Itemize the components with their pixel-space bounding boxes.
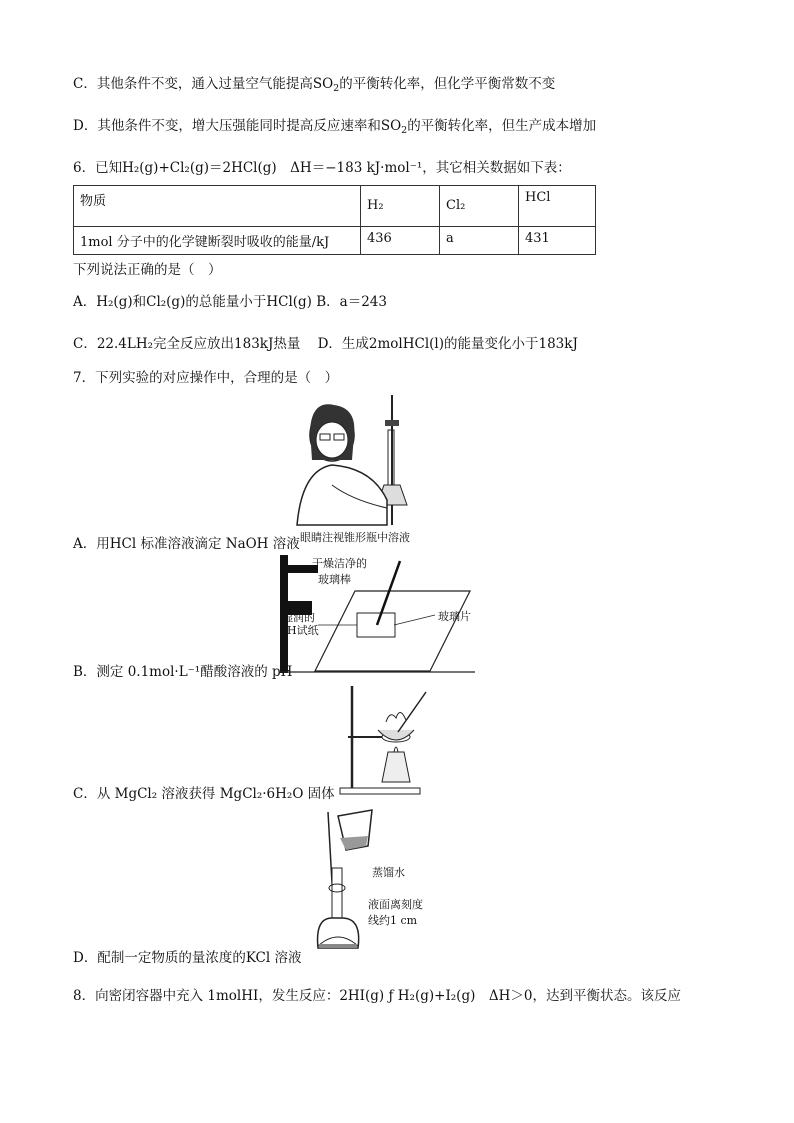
q6-option-a: A．H₂(g)和Cl₂(g)的总能量小于HCl(g) [73, 294, 312, 310]
paper-label-top: 湿润的 [282, 611, 315, 624]
note-label-1: 液面离刻度 [368, 898, 423, 911]
q7-stem: 7．下列实验的对应操作中，合理的是（ ） [73, 370, 339, 386]
q6-option-d: D．生成2molHCl(l)的能量变化小于183kJ [317, 336, 578, 352]
q7-option-b: B．测定 0.1mol·L⁻¹醋酸溶液的 pH [73, 664, 293, 680]
table-cell: a [440, 227, 519, 255]
table-cell: 431 [519, 227, 596, 255]
evaporation-figure [338, 682, 428, 797]
table-cell: HCl [519, 186, 596, 227]
note-label-2: 线约1 cm [368, 914, 418, 927]
q6-option-b: B．a＝243 [316, 294, 387, 310]
table-row [74, 186, 596, 227]
q5-option-d: D．其他条件不变，增大压强能同时提高反应速率和$SO_2$的平衡转化率，但生产成本增加 [73, 118, 597, 136]
table-cell: 物质 [74, 186, 361, 227]
paper-label: pH试纸 [280, 624, 319, 637]
volumetric-flask-figure [310, 808, 440, 958]
glass-label: 玻璃片 [438, 610, 471, 623]
rod-label-2: 玻璃棒 [318, 573, 351, 586]
q6-data-table [73, 185, 596, 255]
table-cell: H₂ [361, 186, 440, 227]
titration-figure [292, 390, 422, 545]
q6-option-c: C．22.4LH₂完全反应放出183kJ热量 [73, 336, 301, 352]
q5-option-c: C．其他条件不变，通入过量空气能提高$SO_2$的平衡转化率，但化学平衡常数不变 [73, 76, 556, 94]
titration-caption: 眼睛注视锥形瓶中溶液 [300, 531, 410, 544]
q6-prompt: 下列说法正确的是（ ） [73, 262, 222, 278]
q8-stem: 8．向密闭容器中充入 1molHI，发生反应：2HI(g) ƒ H₂(g)+I₂(g) ΔH＞0，达到平衡状态。该反应 [73, 988, 681, 1004]
q7-option-a: A．用HCl 标准溶液滴定 NaOH 溶液 [73, 536, 300, 552]
table-cell: 1mol 分子中的化学键断裂时吸收的能量/kJ [74, 227, 361, 255]
q7-option-d: D．配制一定物质的量浓度的KCl 溶液 [73, 950, 302, 966]
water-label: 蒸馏水 [372, 866, 405, 879]
q6-options-cd [73, 332, 578, 352]
table-cell: Cl₂ [440, 186, 519, 227]
q6-options-ab [73, 290, 387, 310]
rod-label: 干燥洁净的 [312, 557, 367, 570]
table-row [74, 227, 596, 255]
table-cell: 436 [361, 227, 440, 255]
q7-option-c: C．从 MgCl₂ 溶液获得 MgCl₂·6H₂O 固体 [73, 786, 335, 802]
q6-stem: 6．已知H₂(g)+Cl₂(g)＝2HCl(g) ΔH＝−183 kJ·mol⁻¹，其它相关数据如下表： [73, 160, 571, 176]
ph-test-figure [270, 553, 480, 678]
